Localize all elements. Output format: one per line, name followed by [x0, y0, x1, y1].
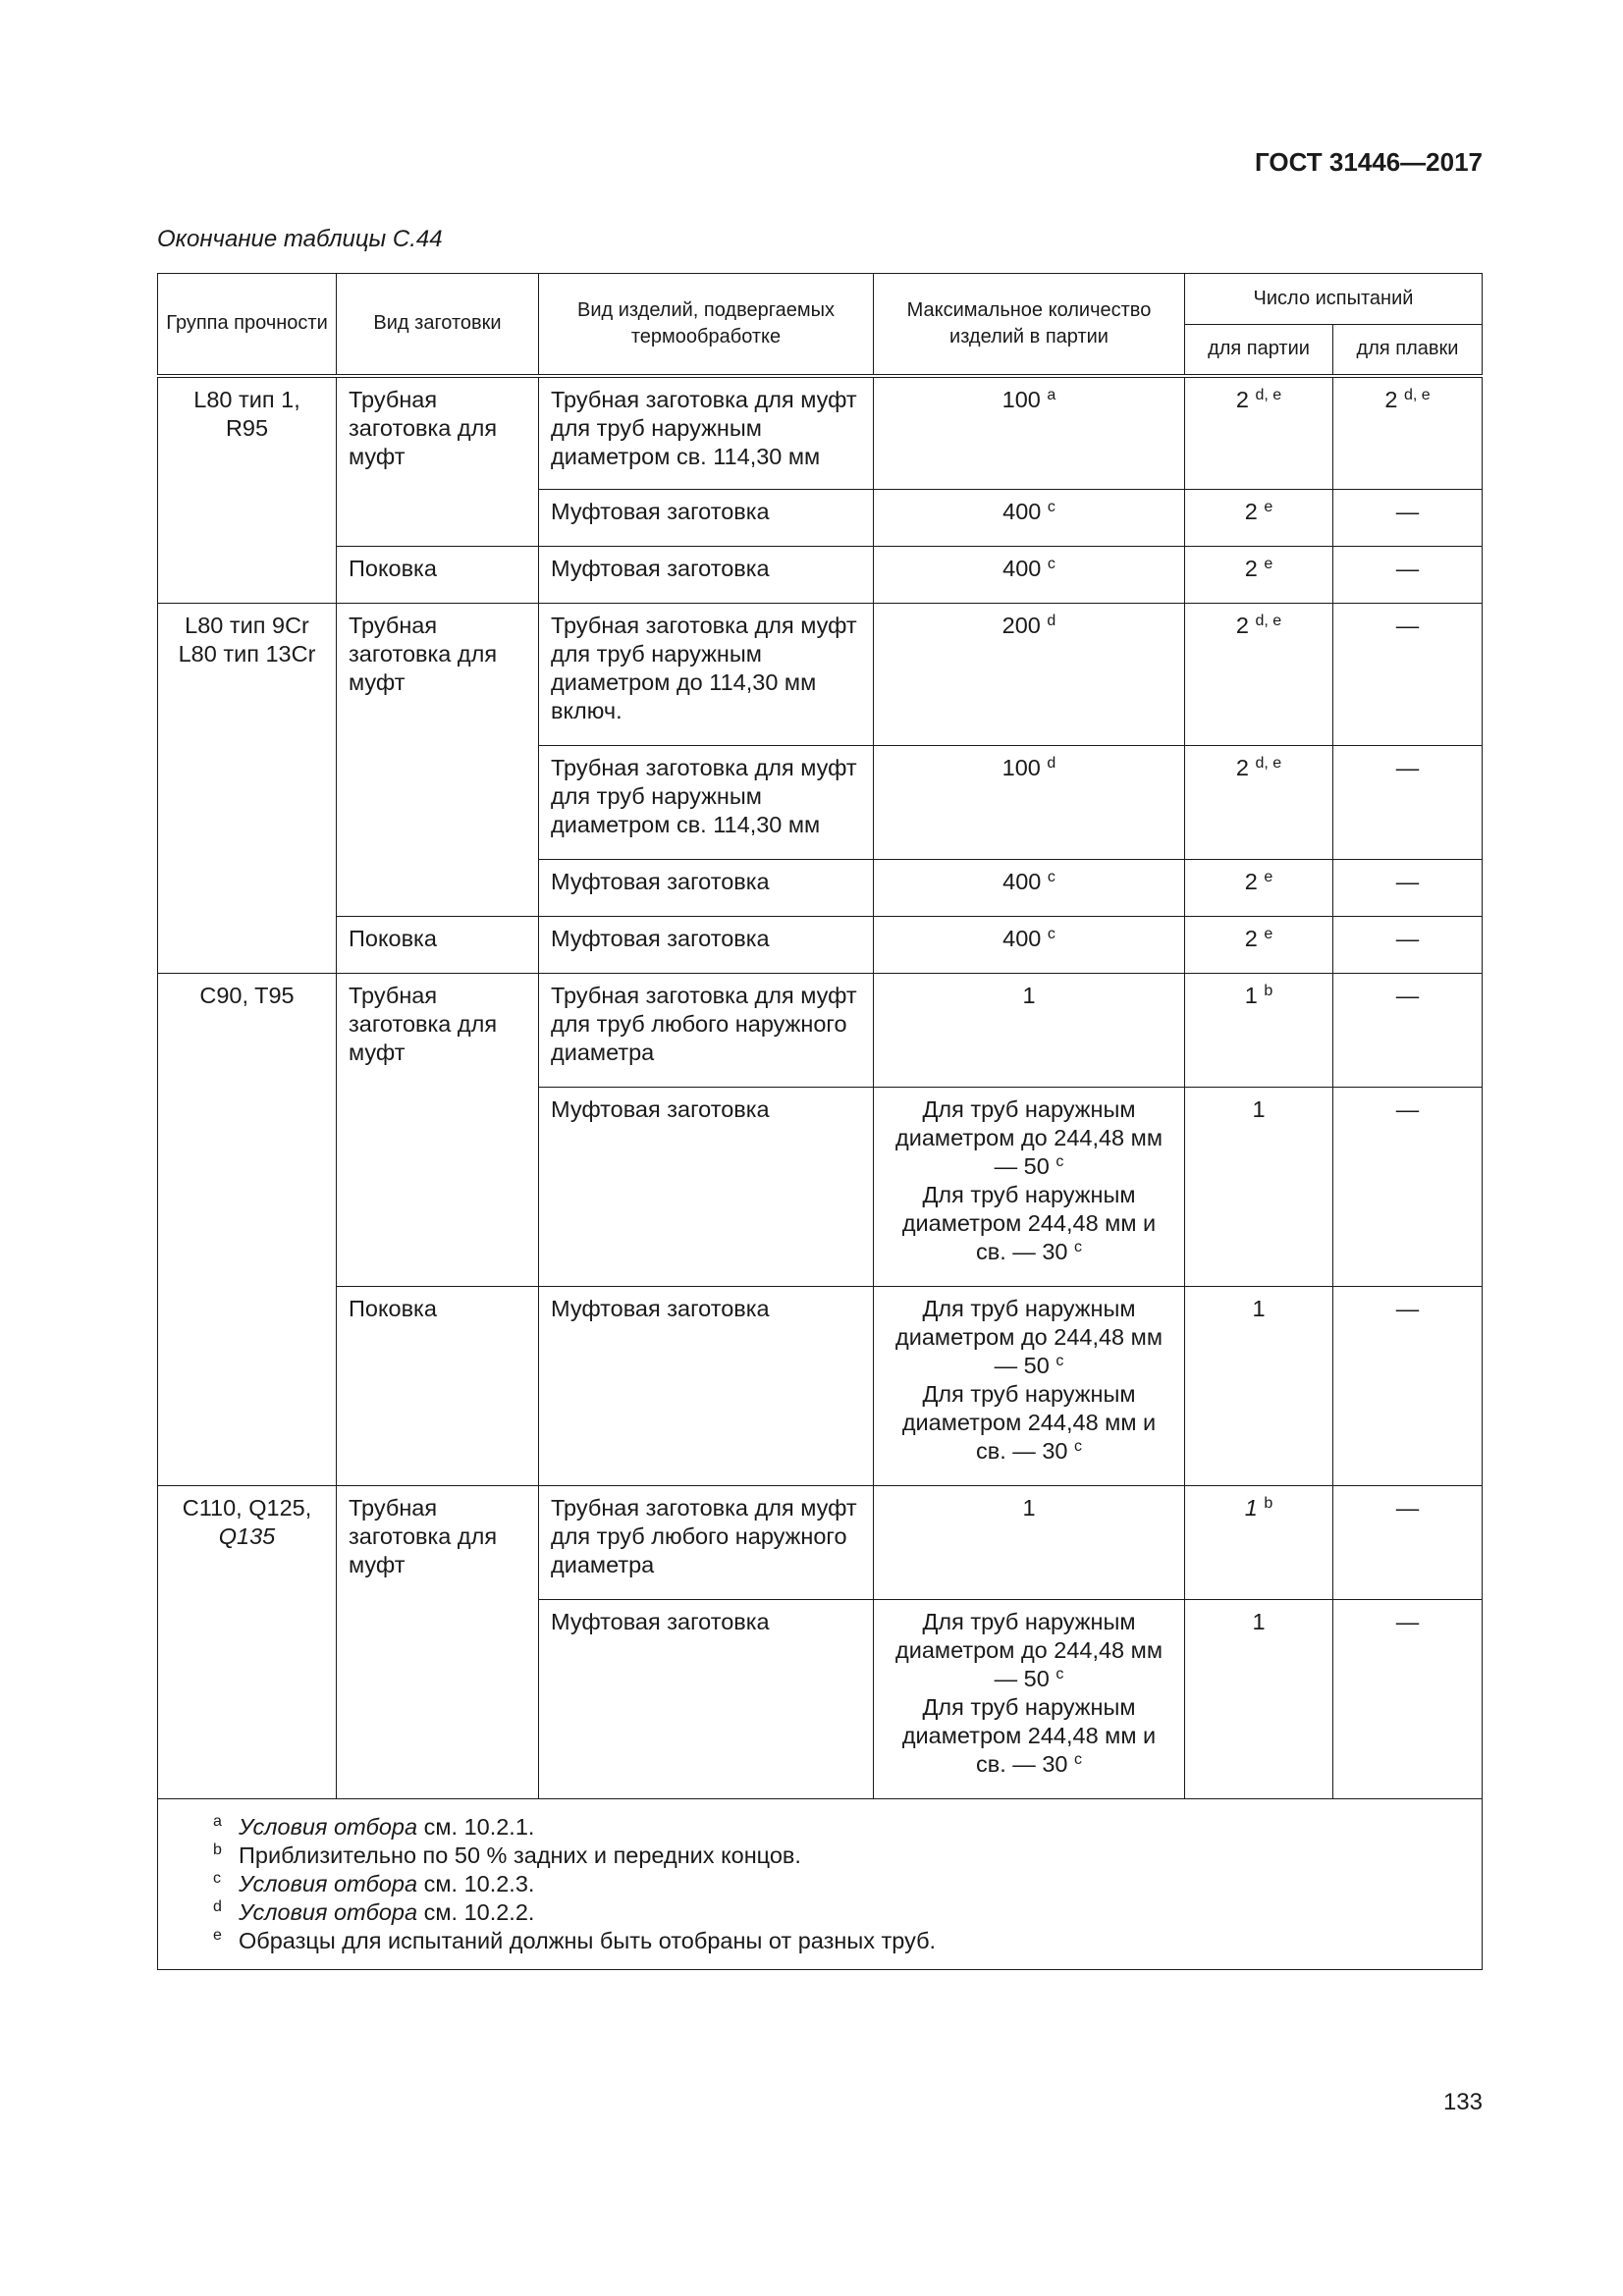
- lot-tests-cell: 2 $^{d, e}$: [1185, 376, 1333, 490]
- footnotes-row: [158, 1799, 1483, 1970]
- header-tests: Число испытаний: [1185, 274, 1483, 325]
- lot-tests-cell: 2 $^e$: [1185, 490, 1333, 547]
- blank-cell: Трубная заготовка для муфт: [337, 376, 539, 547]
- max-qty-cell: 1: [874, 1486, 1185, 1600]
- lot-tests-cell: 1 $^b$: [1185, 1486, 1333, 1600]
- product-cell: Трубная заготовка для муфт для труб любого наружного диаметра: [539, 974, 874, 1088]
- blank-cell: Поковка: [337, 1287, 539, 1486]
- header-group: Группа прочности: [158, 274, 337, 376]
- max-qty-cell: 400 $^c$: [874, 490, 1185, 547]
- lot-tests-cell: 2 $^e$: [1185, 860, 1333, 917]
- max-qty-cell: 400 $^c$: [874, 917, 1185, 974]
- heat-tests-cell: —: [1333, 974, 1483, 1088]
- max-qty-cell: 100 $^d$: [874, 746, 1185, 860]
- product-cell: Муфтовая заготовка: [539, 547, 874, 604]
- max-qty-cell: 100 $^a$: [874, 376, 1185, 490]
- header-max-qty: Максимальное количество изделий в партии: [874, 274, 1185, 376]
- heat-tests-cell: 2 $^{d, e}$: [1333, 376, 1483, 490]
- product-cell: Трубная заготовка для муфт для труб наружным диаметром св. 114,30 мм: [539, 376, 874, 490]
- blank-cell: Поковка: [337, 917, 539, 974]
- blank-cell: Трубная заготовка для муфт: [337, 1486, 539, 1799]
- footnotes: [158, 1799, 1483, 1970]
- product-cell: Муфтовая заготовка: [539, 490, 874, 547]
- product-cell: Муфтовая заготовка: [539, 1287, 874, 1486]
- header-per-lot: для партии: [1185, 325, 1333, 376]
- page-number: 133: [1442, 2089, 1483, 2115]
- heat-tests-cell: —: [1333, 490, 1483, 547]
- heat-tests-cell: —: [1333, 1088, 1483, 1287]
- test-count-table: [157, 273, 1483, 1970]
- blank-cell: Трубная заготовка для муфт: [337, 604, 539, 917]
- heat-tests-cell: —: [1333, 746, 1483, 860]
- table-row: [158, 547, 1483, 604]
- lot-tests-cell: 2 $^e$: [1185, 917, 1333, 974]
- group-cell: C110, Q125, Q135: [158, 1486, 337, 1799]
- heat-tests-cell: —: [1333, 917, 1483, 974]
- lot-tests-cell: 2 $^{d, e}$: [1185, 604, 1333, 746]
- max-qty-cell: 200 $^d$: [874, 604, 1185, 746]
- lot-tests-cell: 1 $^b$: [1185, 974, 1333, 1088]
- max-qty-cell: 1: [874, 974, 1185, 1088]
- max-qty-cell: Для труб наружным диаметром до 244,48 мм — 50 $^c$ Для труб наружным диаметром 244,48 мм и св. — 30 $^c$: [874, 1600, 1185, 1799]
- table-row: [158, 376, 1483, 490]
- group-cell: L80 тип 1, R95: [158, 376, 337, 604]
- heat-tests-cell: —: [1333, 1486, 1483, 1600]
- group-cell: L80 тип 9Cr L80 тип 13Cr: [158, 604, 337, 974]
- header-product: Вид изделий, подвергаемых термообработке: [539, 274, 874, 376]
- product-cell: Трубная заготовка для муфт для труб наружным диаметром св. 114,30 мм: [539, 746, 874, 860]
- product-cell: Трубная заготовка для муфт для труб наружным диаметром до 114,30 мм включ.: [539, 604, 874, 746]
- product-cell: Муфтовая заготовка: [539, 860, 874, 917]
- lot-tests-cell: 1: [1185, 1600, 1333, 1799]
- heat-tests-cell: —: [1333, 1287, 1483, 1486]
- heat-tests-cell: —: [1333, 547, 1483, 604]
- table-row: [158, 1287, 1483, 1486]
- heat-tests-cell: —: [1333, 1600, 1483, 1799]
- header-per-heat: для плавки: [1333, 325, 1483, 376]
- header-blank: Вид заготовки: [337, 274, 539, 376]
- group-cell: C90, T95: [158, 974, 337, 1486]
- max-qty-cell: 400 $^c$: [874, 860, 1185, 917]
- lot-tests-cell: 2 $^e$: [1185, 547, 1333, 604]
- product-cell: Муфтовая заготовка: [539, 917, 874, 974]
- document-header-standard: ГОСТ 31446—2017: [1255, 147, 1483, 177]
- product-cell: Муфтовая заготовка: [539, 1088, 874, 1287]
- lot-tests-cell: 2 $^{d, e}$: [1185, 746, 1333, 860]
- lot-tests-cell: 1: [1185, 1088, 1333, 1287]
- footnote: d Условия отбора см. 10.2.2.: [213, 1898, 535, 1925]
- table-row: [158, 1486, 1483, 1600]
- table-row: [158, 604, 1483, 746]
- footnote: e Образцы для испытаний должны быть отобраны от разных труб.: [213, 1927, 937, 1953]
- table-row: [158, 917, 1483, 974]
- product-cell: Трубная заготовка для муфт для труб любого наружного диаметра: [539, 1486, 874, 1600]
- max-qty-cell: 400 $^c$: [874, 547, 1185, 604]
- footnote: a Условия отбора см. 10.2.1.: [213, 1813, 535, 1840]
- max-qty-cell: Для труб наружным диаметром до 244,48 мм — 50 $^c$ Для труб наружным диаметром 244,48 мм и св. — 30 $^c$: [874, 1287, 1185, 1486]
- blank-cell: Поковка: [337, 547, 539, 604]
- footnote: b Приблизительно по 50 % задних и передних концов.: [213, 1842, 801, 1868]
- heat-tests-cell: —: [1333, 604, 1483, 746]
- max-qty-cell: Для труб наружным диаметром до 244,48 мм — 50 $^c$ Для труб наружным диаметром 244,48 мм и св. — 30 $^c$: [874, 1088, 1185, 1287]
- heat-tests-cell: —: [1333, 860, 1483, 917]
- footnote: c Условия отбора см. 10.2.3.: [213, 1870, 535, 1896]
- product-cell: Муфтовая заготовка: [539, 1600, 874, 1799]
- lot-tests-cell: 1: [1185, 1287, 1333, 1486]
- table-caption: Окончание таблицы С.44: [157, 226, 443, 252]
- blank-cell: Трубная заготовка для муфт: [337, 974, 539, 1287]
- table-row: [158, 974, 1483, 1088]
